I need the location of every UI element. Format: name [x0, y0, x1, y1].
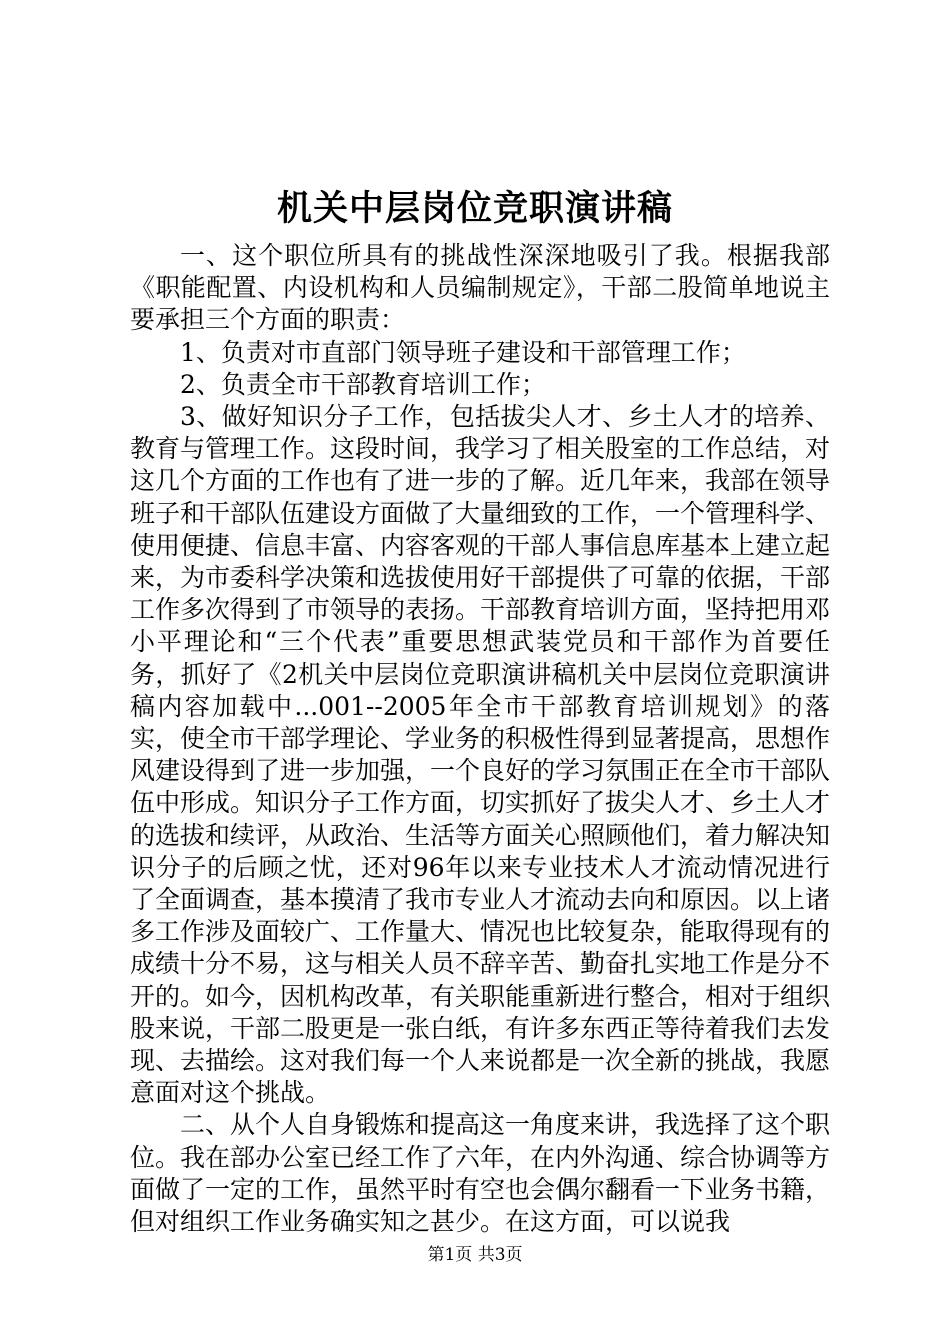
- paragraph-duty-1: 1、负责对市直部门领导班子建设和干部管理工作；: [180, 337, 746, 367]
- document-title: 机关中层岗位竞职演讲稿: [276, 188, 673, 229]
- paragraph-duty-intro: 一、这个职位所具有的挑战性深深地吸引了我。根据我部《职能配置、内设机构和人员编制规定》，干部二股简单地说主要承担三个方面的职责：: [130, 241, 830, 335]
- page-number-footer: 第1页 共3页: [427, 1245, 523, 1265]
- document-body: [130, 240, 830, 1238]
- paragraph-duty-2: 2、负责全市干部教育培训工作；: [180, 369, 546, 399]
- paragraph-section-two: 二、从个人自身锻炼和提高这一角度来讲，我选择了这个职位。我在部办公室已经工作了六年，在内外沟通、综合协调等方面做了一定的工作，虽然平时有空也会偶尔翻看一下业务书籍，但对组织工作业务确实知之甚少。在这方面，可以说我: [130, 1110, 831, 1237]
- paragraph-duty-3: 3、做好知识分子工作，包括拔尖人才、乡土人才的培养、教育与管理工作。这段时间，我学习了相关股室的工作总结，对这几个方面的工作也有了进一步的了解。近几年来，我部在领导班子和干部队伍建设方面做了大量细致的工作，一个管理科学、使用便捷、信息丰富、内容客观的干部人事信息库基本上建立起来，为市委科学决策和选拔使用好干部提供了可靠的依据，干部工作多次得到了市领导的表扬。干部教育培训方面，坚持把用邓小平理论和“三个代表”重要思想武装党员和干部作为首要任务，抓好了《2机关中层岗位竞职演讲稿机关中层岗位竞职演讲稿内容加载中...001--2005年全市干部教育培训规划》的落实，使全市干部学理论、学业务的积极性得到显著提高，思想作风建设得到了进一步加强，一个良好的学习氛围正在全市干部队伍中形成。知识分子工作方面，切实抓好了拔尖人才、乡土人才的选拔和续评，从政治、生活等方面关心照顾他们，着力解决知识分子的后顾之忧，还对96年以来专业技术人才流动情况进行了全面调查，基本摸清了我市专业人才流动去向和原因。以上诸多工作涉及面较广、工作量大、情况也比较复杂，能取得现有的成绩十分不易，这与相关人员不辞辛苦、勤奋扎实地工作是分不开的。如今，因机构改革，有关职能重新进行整合，相对于组织股来说，干部二股更是一张白纸，有许多东西正等待着我们去发现、去描绘。这对我们每一个人来说都是一次全新的挑战，我愿意面对这个挑战。: [130, 402, 831, 1108]
